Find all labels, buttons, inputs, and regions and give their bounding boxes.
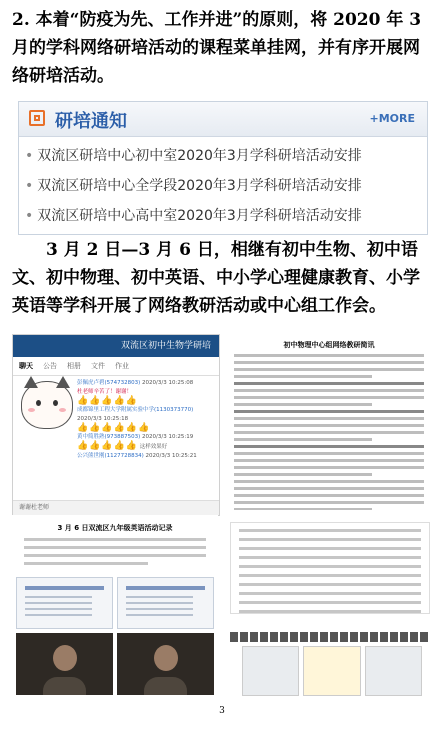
chat-header: 双流区初中生物学研培 — [13, 335, 219, 357]
more-link[interactable]: +MORE — [369, 112, 415, 125]
notice-item-label: 双流区研培中心全学段2020年3月学科研培活动安排 — [37, 178, 362, 194]
video-thumbnail — [16, 633, 113, 695]
notice-item-label: 双流区研培中心初中室2020年3月学科研培活动安排 — [37, 148, 362, 164]
paragraph-activities: 3 月 2 日—3 月 6 日，相继有初中生物、初中语文、初中物理、初中英语、中小学心理健康教育、小学英语等学科开展了网络教研活动或中心组工作会。 — [12, 240, 420, 316]
text-line — [239, 538, 421, 541]
thumbs-up-icon: 👍👍👍👍👍 — [77, 396, 139, 406]
page-number: 3 — [219, 706, 225, 716]
image-card — [242, 646, 299, 696]
text-line — [24, 538, 206, 541]
text-line — [234, 361, 424, 364]
chat-message-text: 杜老师辛苦了！谢谢！ — [77, 389, 133, 395]
text-line — [239, 592, 421, 595]
chat-screenshot — [12, 334, 220, 516]
chat-tab: 作业 — [115, 362, 129, 370]
image-cards — [242, 646, 422, 696]
bullet-icon: • — [25, 178, 34, 194]
cat-sticker-icon — [17, 377, 77, 439]
chat-messages — [77, 379, 213, 461]
chat-footer: 谢谢杜老师 — [13, 500, 220, 515]
activity-collage-screenshot — [226, 514, 432, 700]
text-line — [24, 562, 148, 565]
notice-title: 研培通知 — [55, 111, 127, 132]
notice-item[interactable] — [25, 201, 427, 231]
chat-tab: 文件 — [91, 362, 105, 370]
chat-message-text: 👍👍👍👍👍 这样效果好 — [77, 441, 168, 451]
text-line — [234, 494, 424, 497]
text-line — [24, 554, 206, 557]
chat-tab: 聊天 — [19, 362, 33, 370]
text-line — [234, 382, 424, 385]
text-line — [234, 438, 372, 441]
slide-thumbnail — [117, 577, 214, 629]
chat-tab: 公告 — [43, 362, 57, 370]
text-line — [234, 466, 424, 469]
text-line — [234, 403, 372, 406]
slide-thumbnails — [16, 577, 214, 629]
text-line — [239, 556, 421, 559]
text-line — [234, 501, 424, 504]
text-line — [234, 445, 424, 448]
image-card — [303, 646, 360, 696]
text-line — [234, 389, 424, 392]
text-line — [234, 354, 424, 357]
bullet-icon: • — [25, 148, 34, 164]
activity-record-screenshot — [12, 515, 218, 700]
text-line — [239, 601, 421, 604]
text-line — [234, 459, 424, 462]
notice-header — [19, 102, 427, 137]
text-line — [234, 473, 372, 476]
text-line — [24, 546, 206, 549]
text-line — [234, 417, 424, 420]
text-line — [234, 487, 424, 490]
video-thumbnail — [117, 633, 214, 695]
paragraph-intro: 2. 本着“防疫为先、工作并进”的原则，将 2020 年 3 月的学科网络研培活动的课程菜单挂网，并有序开展网络研培活动。 — [12, 10, 422, 86]
text-line — [239, 529, 421, 532]
chat-message: 黄中简胜熟(973887503) 2020/3/3 10:25:19 — [77, 434, 194, 440]
chat-message: 公兴熊世刚(1127728834) 2020/3/3 10:25:21 — [77, 453, 197, 459]
text-line — [234, 424, 424, 427]
meeting-screenshot-strip — [230, 632, 428, 642]
text-line — [239, 547, 421, 550]
chat-tab: 相册 — [67, 362, 81, 370]
slide-thumbnail — [16, 577, 113, 629]
thumbs-up-icon: 👍👍👍👍👍👍 — [77, 423, 151, 433]
chat-message: 彭佩虎卢碧(574732803) 2020/3/3 10:25:08 — [77, 380, 194, 386]
notice-item[interactable] — [25, 171, 427, 201]
document-preview — [230, 522, 430, 614]
image-card — [365, 646, 422, 696]
activity-title: 3 月 6 日双流区九年级英语活动记录 — [57, 524, 173, 532]
notice-list — [19, 137, 427, 231]
bullet-icon: • — [25, 208, 34, 224]
notice-icon — [29, 110, 45, 126]
text-line — [234, 396, 424, 399]
chat-tabs — [13, 357, 219, 376]
chat-message: 成都锦里工程大学附属实验中学(1130373770) 2020/3/3 10:25:18 — [77, 407, 194, 422]
text-line — [239, 610, 421, 613]
newsletter-title: 初中物理中心组网络教研简讯 — [283, 341, 375, 349]
notice-item[interactable] — [25, 141, 427, 171]
newsletter-screenshot — [226, 336, 432, 510]
text-line — [234, 410, 424, 413]
notice-item-label: 双流区研培中心高中室2020年3月学科研培活动安排 — [37, 208, 362, 224]
text-line — [239, 583, 421, 586]
text-line — [239, 574, 421, 577]
text-line — [234, 368, 424, 371]
video-thumbnails — [16, 633, 214, 695]
text-line — [239, 565, 421, 568]
text-line — [234, 431, 424, 434]
text-line — [234, 508, 372, 510]
text-line — [234, 452, 424, 455]
text-line — [234, 375, 372, 378]
text-line — [234, 480, 424, 483]
notice-panel — [18, 101, 428, 235]
